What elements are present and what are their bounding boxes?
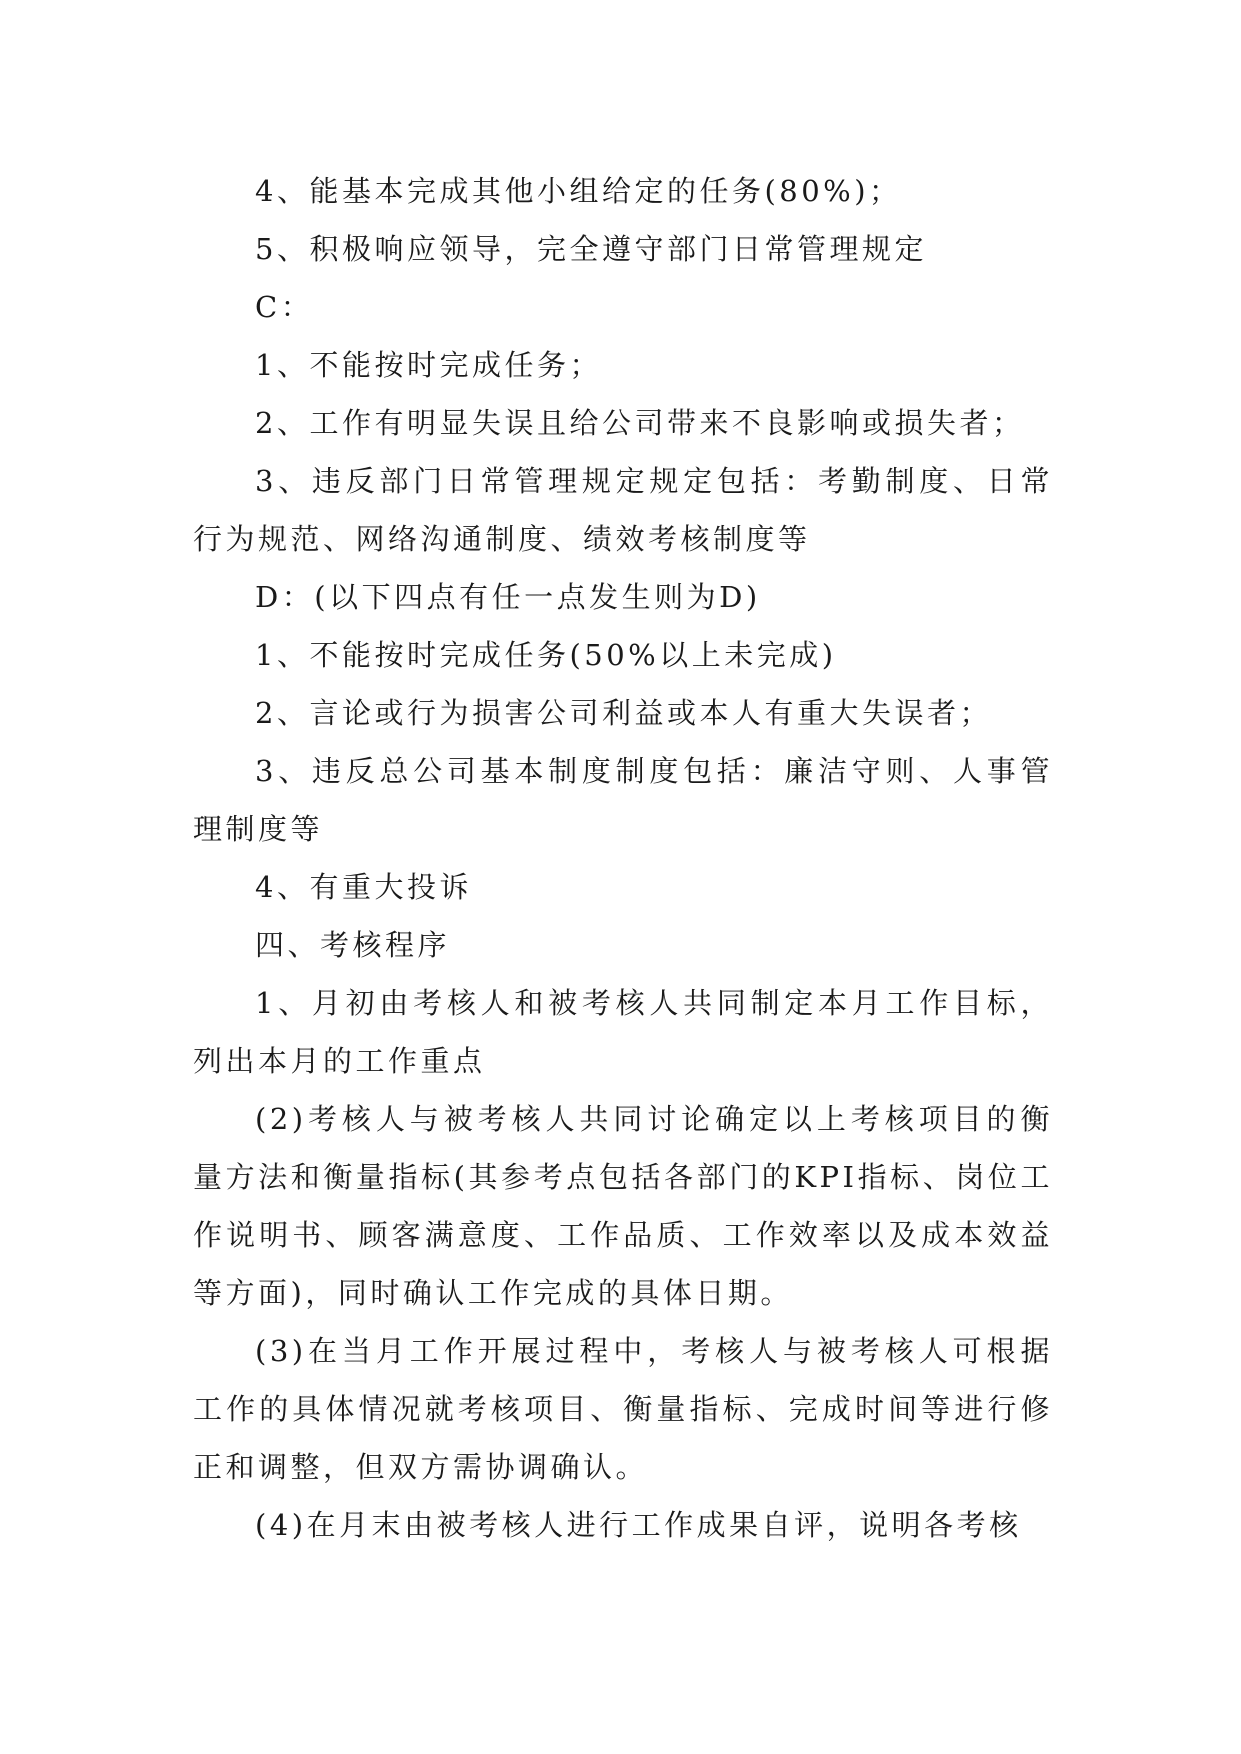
paragraph: 3、违反部门日常管理规定规定包括：考勤制度、日常行为规范、网络沟通制度、绩效考核制度等 bbox=[193, 464, 1053, 556]
paragraph: 5、积极响应领导，完全遵守部门日常管理规定 bbox=[255, 232, 927, 266]
paragraph: 3、违反总公司基本制度制度包括：廉洁守则、人事管理制度等 bbox=[193, 754, 1053, 846]
paragraph: 2、言论或行为损害公司利益或本人有重大失误者； bbox=[255, 696, 992, 730]
paragraph: 1、不能按时完成任务； bbox=[255, 348, 602, 382]
paragraph: 2、工作有明显失误且给公司带来不良影响或损失者； bbox=[255, 406, 1025, 440]
paragraph: 1、月初由考核人和被考核人共同制定本月工作目标，列出本月的工作重点 bbox=[193, 986, 1053, 1078]
document-body bbox=[193, 162, 1053, 1554]
paragraph: (4)在月末由被考核人进行工作成果自评，说明各考核 bbox=[255, 1508, 1022, 1542]
paragraph: C： bbox=[255, 290, 314, 324]
paragraph: 1、不能按时完成任务(50%以上未完成) bbox=[255, 638, 837, 672]
paragraph: (3)在当月工作开展过程中，考核人与被考核人可根据工作的具体情况就考核项目、衡量指标、完成时间等进行修正和调整，但双方需协调确认。 bbox=[193, 1334, 1053, 1484]
paragraph: 4、能基本完成其他小组给定的任务(80%)； bbox=[255, 174, 902, 208]
section-heading: 四、考核程序 bbox=[255, 928, 451, 962]
paragraph: D：(以下四点有任一点发生则为D) bbox=[255, 580, 761, 614]
paragraph: 4、有重大投诉 bbox=[255, 870, 472, 904]
paragraph: (2)考核人与被考核人共同讨论确定以上考核项目的衡量方法和衡量指标(其参考点包括各部门的KPI指标、岗位工作说明书、顾客满意度、工作品质、工作效率以及成本效益等方面)，同时确认工作完成的具体日期。 bbox=[193, 1102, 1053, 1310]
